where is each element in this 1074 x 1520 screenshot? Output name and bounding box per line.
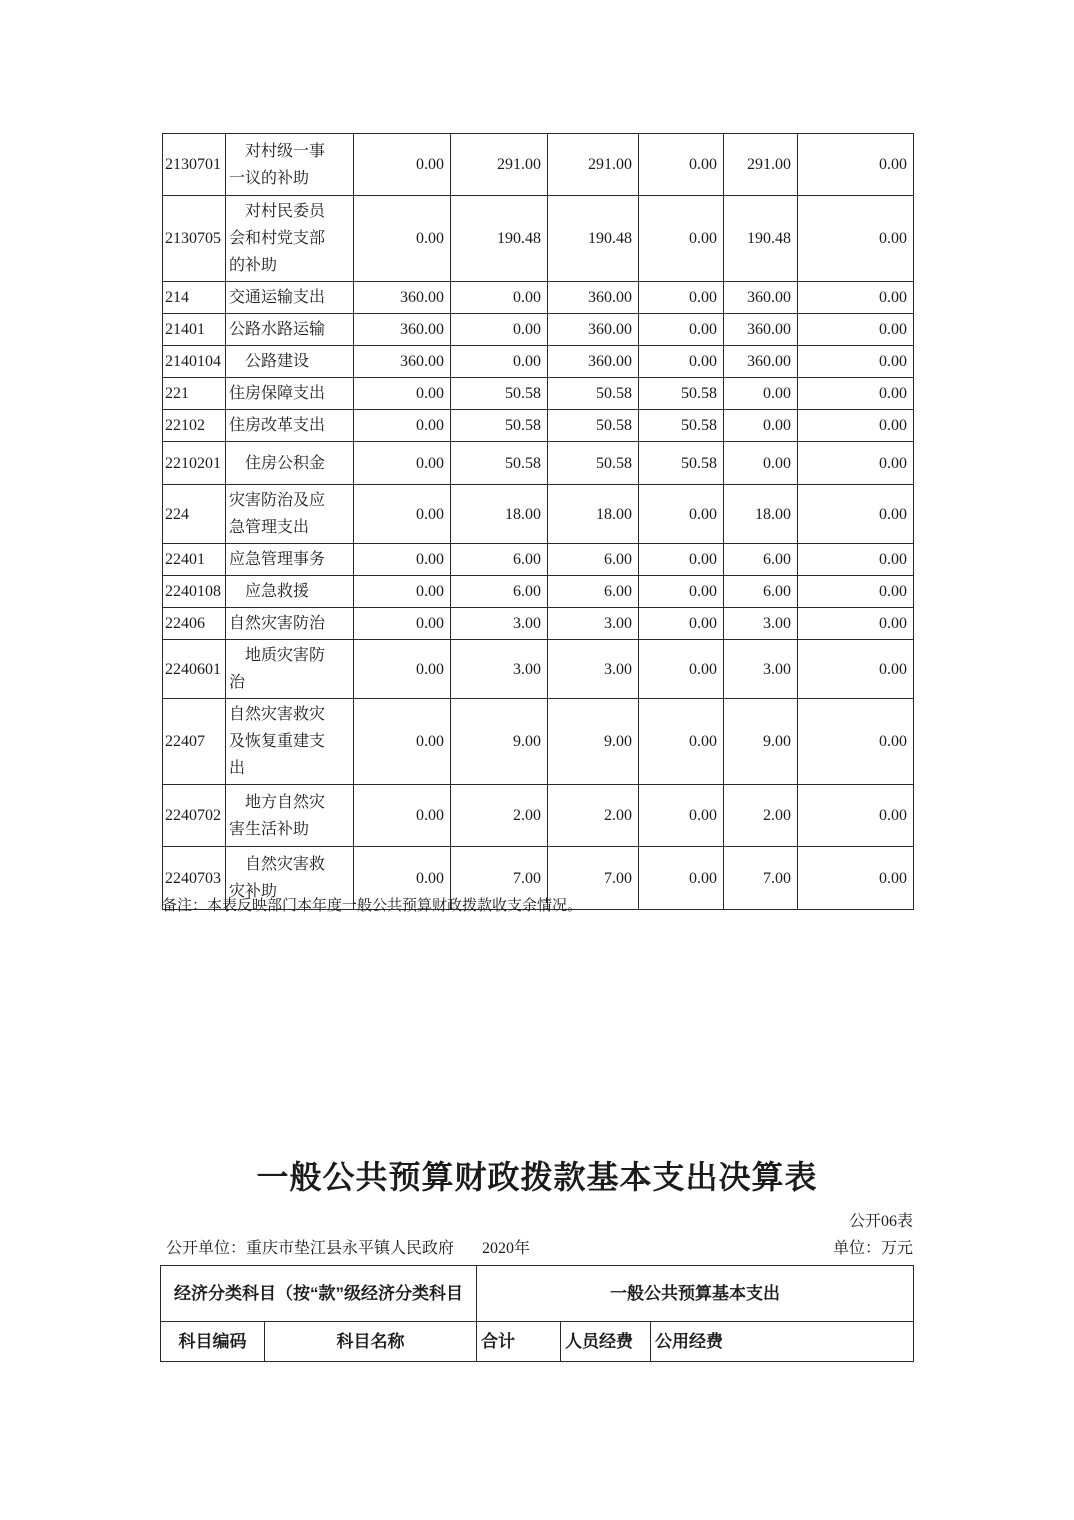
amount-cell: 2.00 (451, 785, 548, 847)
table-row (163, 442, 914, 485)
amount-cell: 0.00 (798, 442, 914, 485)
amount-cell: 0.00 (354, 410, 451, 442)
amount-cell: 0.00 (798, 785, 914, 847)
amount-cell: 0.00 (354, 134, 451, 196)
amount-cell: 0.00 (798, 134, 914, 196)
amount-cell: 3.00 (724, 608, 798, 640)
amount-cell: 360.00 (724, 346, 798, 378)
amount-cell: 360.00 (354, 282, 451, 314)
form-number: 公开06表 (848, 1213, 913, 1230)
amount-cell: 0.00 (354, 544, 451, 576)
table-row (163, 485, 914, 544)
amount-cell: 0.00 (798, 699, 914, 785)
amount-cell: 50.58 (639, 410, 724, 442)
amount-cell: 3.00 (451, 640, 548, 699)
subject-code-cell: 22102 (163, 410, 226, 442)
amount-cell: 0.00 (354, 576, 451, 608)
subject-code-cell: 2240702 (163, 785, 226, 847)
amount-cell: 0.00 (724, 378, 798, 410)
amount-cell: 2.00 (724, 785, 798, 847)
unit-label: 单位：万元 (832, 1240, 913, 1257)
amount-cell: 9.00 (548, 699, 639, 785)
amount-cell: 0.00 (354, 847, 451, 910)
publisher-label: 公开单位：重庆市垫江县永平镇人民政府 (166, 1240, 455, 1257)
subject-name-cell: 自然灾害防治 (226, 608, 354, 640)
subject-name-cell: 灾害防治及应急管理支出 (226, 485, 354, 544)
table-row (163, 608, 914, 640)
amount-cell: 0.00 (798, 346, 914, 378)
amount-cell: 0.00 (639, 608, 724, 640)
amount-cell: 0.00 (354, 485, 451, 544)
col-header-public-expense: 公用经费 (651, 1322, 914, 1362)
table-row (163, 410, 914, 442)
amount-cell: 18.00 (451, 485, 548, 544)
amount-cell: 6.00 (548, 544, 639, 576)
column-header-row (161, 1322, 914, 1362)
amount-cell: 0.00 (354, 378, 451, 410)
amount-cell: 2.00 (548, 785, 639, 847)
table-row (163, 134, 914, 196)
amount-cell: 360.00 (548, 314, 639, 346)
amount-cell: 9.00 (451, 699, 548, 785)
subject-code-cell: 214 (163, 282, 226, 314)
amount-cell: 190.48 (451, 196, 548, 282)
table-note: 备注：本表反映部门本年度一般公共预算财政拨款收支余情况。 (162, 898, 583, 914)
subject-name-cell: 住房改革支出 (226, 410, 354, 442)
subject-name-cell: 住房保障支出 (226, 378, 354, 410)
amount-cell: 0.00 (639, 847, 724, 910)
amount-cell: 18.00 (724, 485, 798, 544)
amount-cell: 0.00 (798, 314, 914, 346)
report-year: 2020年 (482, 1240, 531, 1257)
publisher-line (166, 1235, 913, 1258)
col-header-personnel-expense: 人员经费 (561, 1322, 651, 1362)
amount-cell: 3.00 (724, 640, 798, 699)
col-header-total: 合计 (477, 1322, 561, 1362)
amount-cell: 0.00 (354, 785, 451, 847)
subject-name-cell: 对村民委员会和村党支部的补助 (226, 196, 354, 282)
amount-cell: 0.00 (639, 485, 724, 544)
amount-cell: 0.00 (639, 640, 724, 699)
amount-cell: 0.00 (724, 410, 798, 442)
amount-cell: 190.48 (724, 196, 798, 282)
amount-cell: 0.00 (798, 608, 914, 640)
amount-cell: 3.00 (451, 608, 548, 640)
amount-cell: 9.00 (724, 699, 798, 785)
table-row (163, 785, 914, 847)
amount-cell: 6.00 (548, 576, 639, 608)
amount-cell: 360.00 (724, 282, 798, 314)
amount-cell: 0.00 (451, 282, 548, 314)
amount-cell: 0.00 (639, 134, 724, 196)
amount-cell: 360.00 (548, 282, 639, 314)
group-header-row (161, 1266, 914, 1322)
amount-cell: 0.00 (354, 442, 451, 485)
amount-cell: 0.00 (798, 485, 914, 544)
amount-cell: 360.00 (724, 314, 798, 346)
subject-code-cell: 2130701 (163, 134, 226, 196)
amount-cell: 0.00 (639, 785, 724, 847)
amount-cell: 0.00 (798, 847, 914, 910)
amount-cell: 0.00 (451, 314, 548, 346)
amount-cell: 0.00 (798, 282, 914, 314)
amount-cell: 360.00 (548, 346, 639, 378)
table-row (163, 196, 914, 282)
subject-code-cell: 2140104 (163, 346, 226, 378)
amount-cell: 0.00 (639, 314, 724, 346)
subject-name-cell: 住房公积金 (226, 442, 354, 485)
basic-expenditure-group-header: 一般公共预算基本支出 (477, 1266, 914, 1322)
subject-code-cell: 221 (163, 378, 226, 410)
col-header-subject-name: 科目名称 (265, 1322, 477, 1362)
subject-name-cell: 应急管理事务 (226, 544, 354, 576)
amount-cell: 6.00 (724, 576, 798, 608)
subject-code-cell: 22401 (163, 544, 226, 576)
amount-cell: 50.58 (548, 378, 639, 410)
amount-cell: 50.58 (451, 410, 548, 442)
table-row (163, 699, 914, 785)
basic-expenditure-table-header (160, 1265, 914, 1362)
amount-cell: 18.00 (548, 485, 639, 544)
subject-code-cell: 22406 (163, 608, 226, 640)
amount-cell: 0.00 (798, 576, 914, 608)
top-table-body (163, 134, 914, 910)
amount-cell: 6.00 (451, 576, 548, 608)
subject-name-cell: 应急救援 (226, 576, 354, 608)
subject-code-cell: 21401 (163, 314, 226, 346)
amount-cell: 0.00 (798, 378, 914, 410)
subject-name-cell: 自然灾害救灾补助 (226, 847, 354, 910)
amount-cell: 7.00 (451, 847, 548, 910)
amount-cell: 50.58 (639, 378, 724, 410)
amount-cell: 0.00 (639, 196, 724, 282)
amount-cell: 6.00 (451, 544, 548, 576)
amount-cell: 190.48 (548, 196, 639, 282)
subject-name-cell: 地方自然灾害生活补助 (226, 785, 354, 847)
amount-cell: 50.58 (639, 442, 724, 485)
col-header-subject-code: 科目编码 (161, 1322, 265, 1362)
amount-cell: 360.00 (354, 314, 451, 346)
amount-cell: 0.00 (354, 640, 451, 699)
table-row (163, 640, 914, 699)
subject-name-cell: 交通运输支出 (226, 282, 354, 314)
amount-cell: 50.58 (451, 378, 548, 410)
amount-cell: 0.00 (639, 544, 724, 576)
table-row (163, 576, 914, 608)
amount-cell: 0.00 (798, 544, 914, 576)
amount-cell: 0.00 (798, 410, 914, 442)
subject-name-cell: 地质灾害防治 (226, 640, 354, 699)
general-budget-balance-table (162, 133, 914, 910)
amount-cell: 360.00 (354, 346, 451, 378)
amount-cell: 0.00 (639, 576, 724, 608)
subject-name-cell: 对村级一事一议的补助 (226, 134, 354, 196)
subject-code-cell: 2130705 (163, 196, 226, 282)
subject-code-cell: 2210201 (163, 442, 226, 485)
subject-code-cell: 2240703 (163, 847, 226, 910)
amount-cell: 6.00 (724, 544, 798, 576)
subject-name-cell: 公路建设 (226, 346, 354, 378)
subject-code-cell: 2240108 (163, 576, 226, 608)
subject-code-cell: 2240601 (163, 640, 226, 699)
subject-name-cell: 公路水路运输 (226, 314, 354, 346)
amount-cell: 0.00 (354, 196, 451, 282)
table-row (163, 378, 914, 410)
amount-cell: 0.00 (451, 346, 548, 378)
subject-code-cell: 224 (163, 485, 226, 544)
amount-cell: 0.00 (639, 699, 724, 785)
amount-cell: 0.00 (724, 442, 798, 485)
amount-cell: 7.00 (548, 847, 639, 910)
amount-cell: 0.00 (639, 346, 724, 378)
table-row (163, 346, 914, 378)
economic-class-group-header: 经济分类科目（按“款”级经济分类科目 (161, 1266, 477, 1322)
amount-cell: 0.00 (354, 699, 451, 785)
amount-cell: 291.00 (548, 134, 639, 196)
amount-cell: 0.00 (798, 196, 914, 282)
table-row (163, 282, 914, 314)
amount-cell: 7.00 (724, 847, 798, 910)
amount-cell: 3.00 (548, 608, 639, 640)
amount-cell: 291.00 (724, 134, 798, 196)
amount-cell: 3.00 (548, 640, 639, 699)
amount-cell: 0.00 (639, 282, 724, 314)
table-row (163, 544, 914, 576)
table-row (163, 314, 914, 346)
page-title: 一般公共预算财政拨款基本支出决算表 (256, 1159, 818, 1195)
amount-cell: 291.00 (451, 134, 548, 196)
amount-cell: 0.00 (798, 640, 914, 699)
amount-cell: 50.58 (451, 442, 548, 485)
amount-cell: 50.58 (548, 410, 639, 442)
subject-name-cell: 自然灾害救灾及恢复重建支出 (226, 699, 354, 785)
amount-cell: 0.00 (354, 608, 451, 640)
amount-cell: 50.58 (548, 442, 639, 485)
subject-code-cell: 22407 (163, 699, 226, 785)
publisher-unit (166, 1235, 530, 1258)
